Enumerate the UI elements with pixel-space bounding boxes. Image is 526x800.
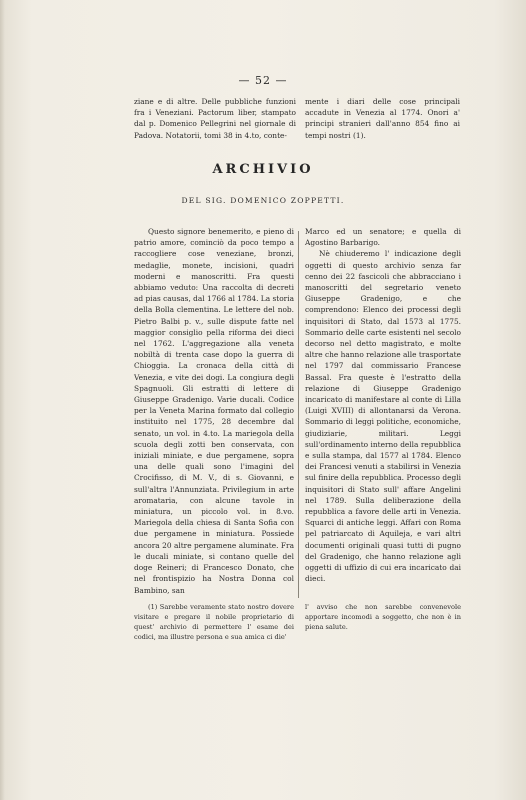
- column-divider: [298, 231, 299, 598]
- footnote-right: [305, 602, 461, 632]
- body-paragraph: Nè chiuderemo l' indicazione degli oggetti di questo archivio senza far cenno dei 22 fascicoli che abbracciano i manoscritti del segretario veneto Giuseppe Gradenigo, e che comprendono: Elenco dei processi degli inquisitori di Stato, dal 1573 al 1775. Sommario delle carte esistenti nel secolo decorso nel detto magistrato, e molte altre che hanno relazione alle trasportate nel 1797 dal commissario Francese Bassal. Fra queste è l'estratto della relazione di Giuseppe Gradenigo incaricato di manifestare al conte di Lilla (Luigi XVIII) di allontanarsi da Verona. Sommario di leggi politiche, economiche, giudiziarie, militari. Leggi sull'ordinamento interno della repubblica e sulla stampa, dal 1577 al 1784. Elenco dei Francesi venuti a stabilirsi in Venezia sul finire della repubblica. Processo degli inquisitori di Stato sull' affare Angelini nel 1789. Sulla deliberazione della repubblica a favore delle arti in Venezia. Squarci di antiche leggi. Affari con Roma pel patriarcato di Aquileja, e vari altri documenti originali quasi tutti di pugno del Gradenigo, che hanno relazione agli oggetti di uffizio di cui era incaricato dai dieci.: [305, 249, 461, 584]
- carryover-paragraph-left: ziane e di altre. Delle pubbliche funzioni fra i Veneziani. Pactorum liber, stampato dal p. Domenico Pellegrini nel giornale di Padova. Notatorii, tomi 38 in 4.to, conte-: [134, 97, 296, 140]
- carryover-text-right: [305, 96, 460, 141]
- body-column-right: [305, 226, 461, 585]
- page-number: — 52 —: [238, 74, 288, 87]
- footnote-left: [134, 602, 294, 642]
- carryover-paragraph-right: mente i diari delle cose principali accadute in Venezia al 1774. Onori a' principi stranieri dall'anno 854 fino ai tempi nostri (1).: [305, 97, 460, 140]
- body-column-left: [134, 226, 294, 596]
- body-paragraph: Questo signore benemerito, e pieno di patrio amore, cominciò da poco tempo a raccogliere cose veneziane, bronzi, medaglie, monete, incisioni, quadri moderni e manoscritti. Fra questi abbiamo veduto: Una raccolta di decreti ad pias causas, dal 1766 al 1784. La storia della Bolla clementina. Le lettere del nob. Pietro Balbi p. v., sulle dispute fatte nel maggior consiglio pella riforma dei dieci nel 1762. L'aggregazione alla veneta nobiltà di trenta case dopo la guerra di Chioggia. La cronaca della città di Venezia, e vite dei dogi. La congiura degli Spagnuoli. Gli estratti di lettere di Giuseppe Gradenigo. Varie ducali. Codice per la Veneta Marina formato dal collegio instituito nel 1775, 28 decembre dal senato, un vol. in 4.to. La mariegola della scuola degli zotti ben conservata, con iniziali miniate, e due pergamene, sopra una delle quali sono l'imagini del Crocifisso, di M. V., di s. Giovanni, e sull'altra l'Annunziata. Privilegium in arte aromataria, con alcune tavole in miniatura, un piccolo vol. in 8.vo. Mariegola della chiesa di Santa Sofia con due pergamene in miniatura. Possiede ancora 20 altre pergamene aluminate. Fra le ducali miniate, si contano quelle del doge Reineri; di Francesco Donato, che nel frontispizio ha Nostra Donna col Bambino, san: [134, 227, 294, 595]
- section-heading: ARCHIVIO: [212, 162, 314, 177]
- section-subheading: DEL SIG. DOMENICO ZOPPETTI.: [181, 196, 345, 205]
- body-paragraph-continued: Marco ed un senatore; e quella di Agostino Barbarigo.: [305, 227, 461, 248]
- footnote-text-left: (1) Sarebbe veramente stato nostro dovere visitare e pregare il nobile proprietario di quest' archivio di permettere l' esame dei codici, ma illustre persona e sua amica ci die': [134, 603, 294, 641]
- page-binding-edge: [0, 0, 5, 800]
- footnote-text-right: l' avviso che non sarebbe convenevole apportare incomodi a soggetto, che non è in piena salute.: [305, 603, 461, 631]
- carryover-text-left: [134, 96, 296, 141]
